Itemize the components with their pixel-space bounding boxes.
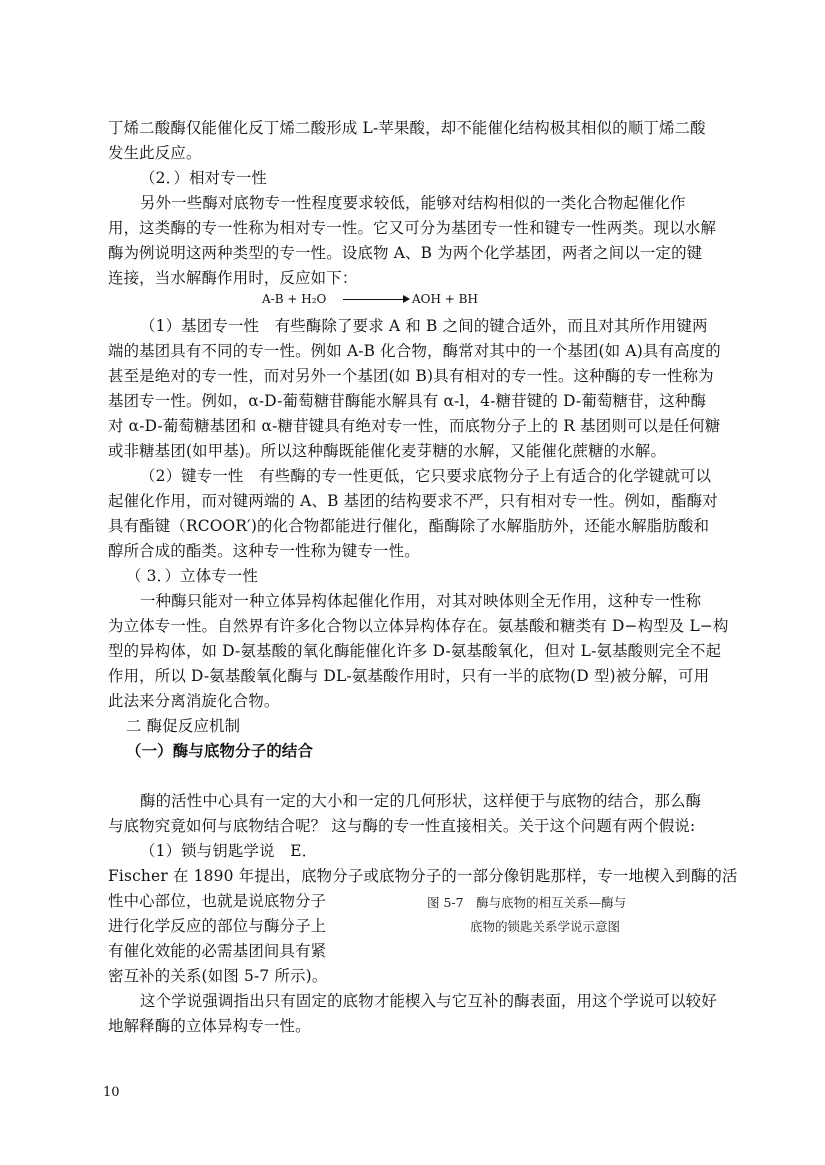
page-number: 10 xyxy=(103,1085,120,1100)
text-line: 型的异构体，如 D-氨基酸的氧化酶能催化许多 D-氨基酸氧化，但对 L-氨基酸则完全不起 xyxy=(108,642,722,660)
text-line: 丁烯二酸酶仅能催化反丁烯二酸形成 L-苹果酸，却不能催化结构极其相似的顺丁烯二酸 xyxy=(108,119,706,137)
text-line: 密互补的关系(如图 5-7 所示)。 xyxy=(108,967,328,985)
reaction-arrow-icon xyxy=(343,299,405,300)
text-line: 性中心部位，也就是说底物分子 xyxy=(108,892,327,910)
subsection-heading: （一）酶与底物分子的结合 xyxy=(126,742,314,760)
text-line: 一种酶只能对一种立体异构体起催化作用，对其对映体则全无作用，这种专一性称 xyxy=(140,592,702,610)
text-line: 对 α-D-葡萄糖基团和 α-糖苷键具有绝对专一性，而底物分子上的 R 基团则可以是任何糖 xyxy=(108,417,721,435)
subsection-heading: （ 3．）立体专一性 xyxy=(126,567,259,585)
text-line: 另外一些酶对底物专一性程度要求较低，能够对结构相似的一类化合物起催化作 xyxy=(140,194,686,212)
text-line: 与底物究竟如何与底物结合呢？ 这与酶的专一性直接相关。关于这个问题有两个假说: xyxy=(108,817,696,835)
text-line: （2）键专一性 有些酶的专一性更低，它只要求底物分子上有适合的化学键就可以 xyxy=(140,467,712,485)
text-line: 进行化学反应的部位与酶分子上 xyxy=(108,917,327,935)
text-line: Fischer 在 1890 年提出，底物分子或底物分子的一部分像钥匙那样，专一地楔入到酶的活 xyxy=(108,867,738,885)
text-line: 为立体专一性。自然界有许多化合物以立体异构体存在。氨基酸和糖类有 D−构型及 L−构 xyxy=(108,617,729,635)
reaction-equation xyxy=(262,290,478,310)
section-heading: 二 酶促反应机制 xyxy=(126,717,241,735)
text-line: 端的基团具有不同的专一性。例如 A-B 化合物，酶常对其中的一个基团(如 A)具有高度的 xyxy=(108,342,721,360)
text-line: （1）锁与钥匙学说 E． xyxy=(140,842,318,860)
text-line: 用，这类酶的专一性称为相对专一性。它又可分为基团专一性和键专一性两类。现以水解 xyxy=(108,219,717,237)
equation-products: AOH + BH xyxy=(412,292,478,306)
text-line: 连接，当水解酶作用时，反应如下： xyxy=(108,269,358,287)
figure-caption-line-1: 图 5-7 酶与底物的相互关系—酶与 xyxy=(427,895,627,910)
text-line: 酶为例说明这两种类型的专一性。设底物 A、B 为两个化学基团，两者之间以一定的键 xyxy=(108,244,703,262)
text-line: 酶的活性中心具有一定的大小和一定的几何形状，这样便于与底物的结合，那么酶 xyxy=(140,792,702,810)
subsection-heading: （2．）相对专一性 xyxy=(140,169,268,187)
equation-reactants: A-B + H₂O xyxy=(262,292,327,306)
text-line: 醇所合成的酯类。这种专一性称为键专一性。 xyxy=(108,542,420,560)
text-line: （1）基团专一性 有些酶除了要求 A 和 B 之间的键合适外，而且对其所作用键两 xyxy=(140,317,708,335)
reaction-arrow-head-icon xyxy=(403,295,410,303)
text-line: 甚至是绝对的专一性，而对另外一个基团(如 B)具有相对的专一性。这种酶的专一性称为 xyxy=(108,367,714,385)
figure-caption-line-2: 底物的锁匙关系学说示意图 xyxy=(470,919,621,934)
text-line: 基团专一性。例如，α-D-葡萄糖苷酶能水解具有 α-l，4-糖苷键的 D-葡萄糖苷，这种酶 xyxy=(108,392,707,410)
text-line: 这个学说强调指出只有固定的底物才能楔入与它互补的酶表面，用这个学说可以较好 xyxy=(140,992,717,1010)
text-line: 作用，所以 D-氨基酸氧化酶与 DL-氨基酸作用时，只有一半的底物(D 型)被分解，可用 xyxy=(108,667,710,685)
text-line: 地解释酶的立体异构专一性。 xyxy=(108,1017,311,1035)
text-line: 或非糖基团(如甲基)。所以这种酶既能催化麦芽糖的水解，又能催化蔗糖的水解。 xyxy=(108,442,667,460)
text-line: 此法来分离消旋化合物。 xyxy=(108,692,280,710)
text-line: 发生此反应。 xyxy=(108,144,202,162)
text-line: 有催化效能的必需基团间具有紧 xyxy=(108,942,327,960)
text-line: 具有酯键（RCOOR′)的化合物都能进行催化，酯酶除了水解脂肪外，还能水解脂肪酸和 xyxy=(108,517,710,535)
text-line: 起催化作用，而对键两端的 A、B 基团的结构要求不严，只有相对专一性。例如，酯酶对 xyxy=(108,492,718,510)
